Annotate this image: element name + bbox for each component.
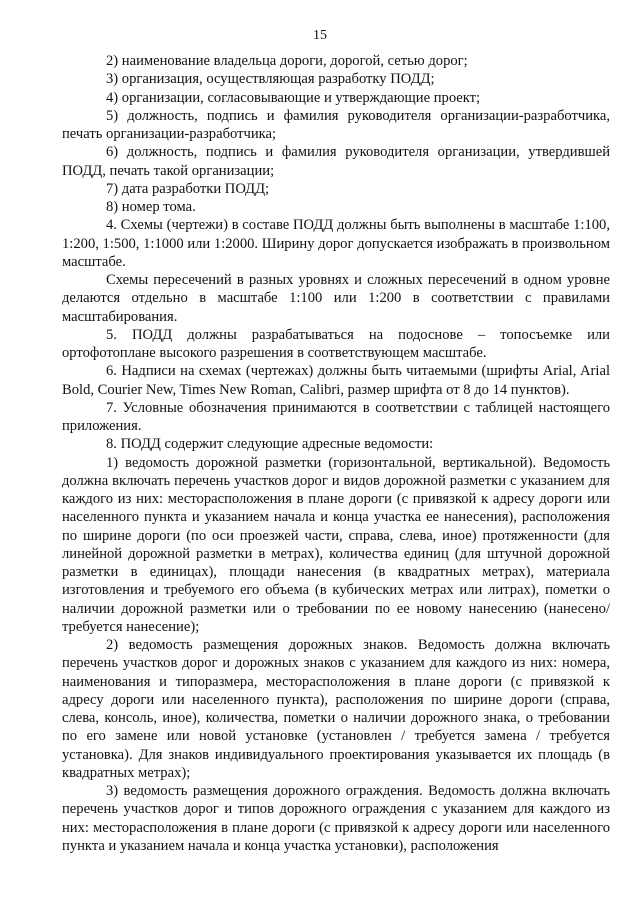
list-item: 6) должность, подпись и фамилия руководителя организации, утвердившей ПОДД, печать такой организации; bbox=[62, 144, 610, 179]
paragraph: Схемы пересечений в разных уровнях и сложных пересечений в одном уровне делаются отдельно в масштабе 1:100 или 1:200 в соответствии с правилами масштабирования. bbox=[62, 272, 610, 325]
list-item: 4) организации, согласовывающие и утверждающие проект; bbox=[106, 89, 481, 106]
list-item: 8) номер тома. bbox=[106, 199, 196, 215]
paragraph: 4. Схемы (чертежи) в составе ПОДД должны быть выполнены в масштабе 1:100, 1:200, 1:500, 1:1000 или 1:2000. Ширину дорог допускается изображать в произвольном масштабе. bbox=[62, 217, 610, 270]
list-item: 2) ведомость размещения дорожных знаков. Ведомость должна включать перечень участков дорог и дорожных знаков с указанием для каждого из них: номера, наименования и типоразмера, месторасположения в плане дороги (с привязкой к адресу дороги или населенного пункта), расположения по ширине дороги (справа, слева, консоль, иное), количества, пометки о наличии дорожного знака, о требовании по его замене или новой установке (установлен / требуется замена / требуется установка). Для знаков индивидуального проектирования указывается их площадь (в квадратных метрах); bbox=[62, 637, 610, 781]
list-item: 1) ведомость дорожной разметки (горизонтальной, вертикальной). Ведомость должна включать перечень участков дорог и видов дорожной разметки с указанием для каждого из них: месторасположения в плане дороги (с привязкой к адресу дороги или населенного пункта и указанием начала и конца участка ее нанесения), расположения по ширине дороги (по оси проезжей части, справа, слева, иное) протяженности (для линейной дорожной разметки в метрах), количества единиц (для штучной дорожной разметки в единицах), площади нанесения (в квадратных метрах), материала изготовления и требуемого его объема (в кубических метрах или литрах), пометки о наличии дорожной разметки или о требовании по ее новому нанесению (нанесено/ требуется нанесение); bbox=[62, 454, 610, 635]
paragraph: 5. ПОДД должны разрабатываться на подоснове – топосъемке или ортофотоплане высокого разрешения в соответствующем масштабе. bbox=[62, 326, 610, 361]
page-number: 15 bbox=[313, 28, 327, 43]
list-item: 2) наименование владельца дороги, дорогой, сетью дорог; bbox=[106, 53, 468, 69]
list-item: 3) организация, осуществляющая разработку ПОДД; bbox=[106, 71, 435, 88]
paragraph: 7. Условные обозначения принимаются в соответствии с таблицей настоящего приложения. bbox=[62, 399, 610, 434]
document-body bbox=[62, 52, 610, 855]
list-item: 5) должность, подпись и фамилия руководителя организации-разработчика, печать организации-разработчика; bbox=[62, 107, 610, 142]
paragraph: 8. ПОДД содержит следующие адресные ведомости: bbox=[106, 436, 434, 453]
list-item: 7) дата разработки ПОДД; bbox=[106, 180, 270, 197]
paragraph: 6. Надписи на схемах (чертежах) должны быть читаемыми (шрифты Arial, Arial Bold, Courier New, Times New Roman, Calibri, размер шрифта от 8 до 14 пунктов). bbox=[62, 363, 610, 398]
list-item: 3) ведомость размещения дорожного ограждения. Ведомость должна включать перечень участков дорог и типов дорожного ограждения с указанием для каждого из них: месторасположения в плане дороги (с привязкой к адресу дороги или населенного пункта и указанием начала и конца участка установки), расположения bbox=[62, 783, 610, 854]
